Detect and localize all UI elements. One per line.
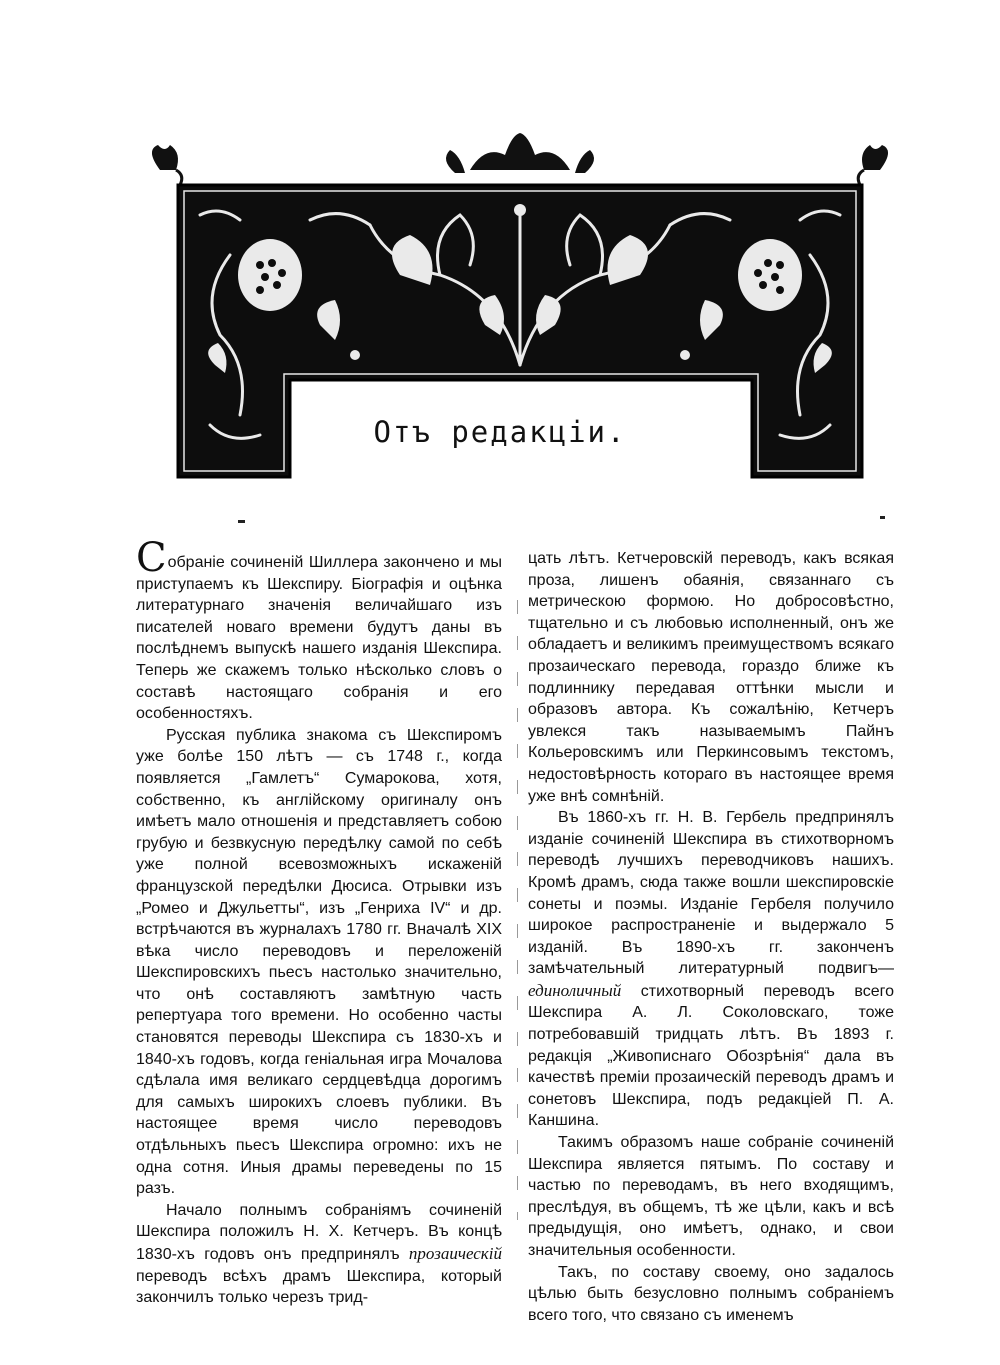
right-corner-flower: [858, 145, 888, 185]
page-title: Отъ редакціи.: [373, 415, 627, 449]
paragraph: [528, 807, 894, 1132]
paragraph: Такимъ образомъ наше собраніе сочиненій Шекспира является пятымъ. По составу и частью по переводамъ, въ него входящимъ, преслѣдуя, въ общемъ, тѣ же цѣли, какъ и всѣ предыдущія, оно имѣетъ, однако, и свои значительныя особенности.: [528, 1134, 894, 1259]
paragraph: Русская публика знакома съ Шекспиромъ уже болѣе 150 лѣтъ — съ 1748 г., когда появляется „Гамлетъ“ Сумарокова, хотя, собственно, къ англійскому оригиналу онъ имѣетъ мало отношенія и представляетъ собою грубую и безвкусную передѣлку самой по себѣ уже полной всевозможныхъ искаженій французской передѣлки Дюсиса. Отрывки изъ „Ромео и Джульетты“, изъ „Генриха IV“ и др. встрѣчаются въ журналахъ 1780 гг. Вначалѣ XIX вѣка число переводовъ и переложеній Шекспировскихъ пьесъ настолько значительно, что онѣ составляютъ замѣтную часть репертуара того времени. Но особенно часты становятся переводы Шекспира съ 1830-хъ и 1840-хъ годовъ, когда геніальная игра Мочалова сдѣлала имя великаго сердцевѣдца дорогимъ для самыхъ широкихъ слоевъ публики. Въ настоящее время число переводовъ отдѣльныхъ пьесъ Шекспира огромно: ихъ не одна сотня. Иныя драмы переведены по 15 разъ.: [136, 726, 502, 1198]
left-corner-flower: [152, 145, 182, 185]
ink-speck: [238, 520, 245, 523]
paragraph: [136, 535, 502, 725]
column-divider: [517, 600, 518, 1220]
paragraph-text: переводъ всѣхъ драмъ Шекспира, который закончилъ только черезъ трид-: [136, 1267, 502, 1307]
paragraph: [136, 1200, 502, 1309]
paragraph: цать лѣтъ. Кетчеровскій переводъ, какъ всякая проза, лишенъ обаянія, связаннаго съ метрическою формою. Но добросовѣстно, тщательно и съ любовью исполненный, онъ же обладаетъ и великимъ преимуществомъ всякаго прозаическаго перевода, гораздо ближе къ подлиннику передавая оттѣнки мысли и образовъ автора. Къ сожалѣнію, Кетчеръ увлекся такъ называемымъ Пайнъ Кольеровскимъ или Перкинсовымъ текстомъ, недостовѣрность котораго въ настоящее время уже внѣ сомнѣній.: [528, 550, 894, 805]
paragraph-text: Начало полнымъ собраніямъ сочиненій Шекспира положилъ Н. Х. Кетчеръ. Въ концѣ 1830-хъ годовъ онъ предпринялъ: [136, 1201, 502, 1263]
paragraph-text: стихотворный переводъ всего Шекспира А. Л. Соколовскаго, тоже потребовавшій тридцать лѣтъ. Въ 1893 г. редакція „Живописнаго Обозрѣнія“ дала въ качествѣ преміи прозаическій переводъ драмъ и сонетовъ Шекспира, подъ редакціей П. А. Каншина.: [528, 982, 894, 1130]
emphasis-text: прозаическій: [408, 1244, 502, 1263]
left-column: [136, 535, 502, 1309]
emphasis-text: единоличный: [528, 980, 622, 1000]
right-column: [528, 548, 894, 1326]
paragraph-text: обраніе сочиненій Шиллера закончено и мы приступаемъ къ Шекспиру. Біографія и оцѣнка литературнаго значенія величайшаго изъ писателей новаго времени будутъ даны въ послѣднемъ выпускѣ нашего изданія Шекспира. Теперь же скажемъ только нѣсколько словъ о составѣ настоящаго собранія и его особенностяхъ.: [136, 554, 502, 723]
crest-ornament: [446, 133, 594, 173]
paragraph: Такъ, по составу своему, оно задалось цѣлью быть безусловно полнымъ собраніемъ всего того, что связано съ именемъ: [528, 1263, 894, 1324]
drop-cap: С: [136, 535, 167, 581]
ink-speck: [880, 516, 885, 519]
paragraph-text: Въ 1860-хъ гг. Н. В. Гербель предпринялъ изданіе сочиненій Шекспира въ стихотворномъ переводѣ лучшихъ переводчиковъ нашихъ. Кромѣ драмъ, сюда также вошли шекспировскіе сонеты и поэмы. Изданіе Гербеля получило широкое распространеніе и выдержало 5 изданій. Въ 1890-хъ гг. законченъ замѣчательный литературный подвигъ—: [528, 809, 894, 978]
